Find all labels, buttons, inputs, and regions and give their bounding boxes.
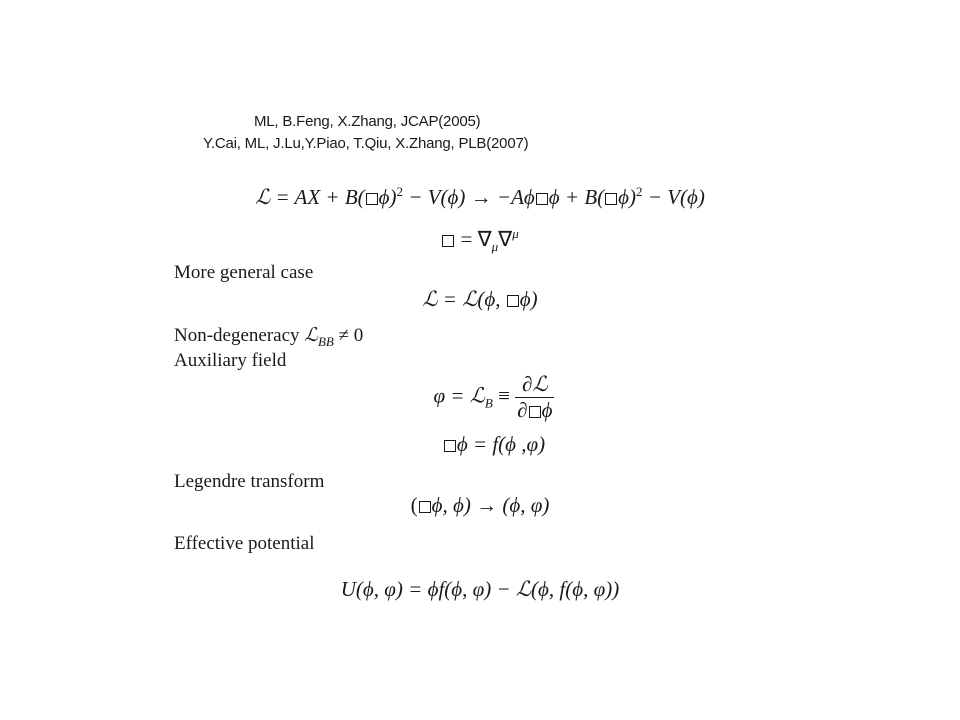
b-subscript: B bbox=[484, 395, 493, 411]
aux-equiv: ≡ bbox=[492, 383, 516, 408]
effective-potential-equation bbox=[0, 577, 960, 602]
legendre-transform-label: Legendre transform bbox=[174, 471, 325, 492]
box-definition-equation bbox=[0, 226, 960, 255]
denominator-phi: ϕ bbox=[541, 398, 553, 422]
lagrangian-part-5: ϕ) bbox=[618, 185, 637, 209]
fraction-denominator bbox=[515, 398, 554, 423]
box-operator-symbol bbox=[444, 440, 456, 452]
partial-derivative-fraction bbox=[515, 372, 554, 423]
non-degeneracy-line bbox=[174, 324, 363, 350]
bb-subscript: BB bbox=[317, 333, 334, 349]
box-operator-symbol bbox=[529, 406, 541, 418]
box-operator-symbol bbox=[419, 501, 431, 513]
lagrangian-equation bbox=[0, 184, 960, 210]
reference-1: ML, B.Feng, X.Zhang, JCAP(2005) bbox=[254, 113, 481, 130]
squared-superscript: 2 bbox=[636, 184, 643, 199]
potential-expression: U(ϕ, φ) = ϕf(ϕ, φ) − ℒ(ϕ, f(ϕ, φ)) bbox=[340, 577, 620, 601]
box-phi-equation bbox=[14, 432, 960, 457]
lagrangian-part-4: ϕ + B( bbox=[548, 185, 605, 209]
reference-2: Y.Cai, ML, J.Lu,Y.Piao, T.Qiu, X.Zhang, PLB(2007) bbox=[203, 135, 529, 152]
box-def-part-1: = ∇ bbox=[455, 227, 492, 251]
effective-potential-label: Effective potential bbox=[174, 533, 315, 554]
general-lagrangian-part-2: ϕ) bbox=[519, 287, 538, 311]
lagrangian-part-1: ℒ = AX + B( bbox=[255, 185, 365, 209]
auxiliary-field-equation bbox=[14, 372, 960, 423]
general-lagrangian-part-1: ℒ = ℒ(ϕ, bbox=[422, 287, 506, 311]
box-def-part-2: ∇ bbox=[498, 227, 513, 251]
box-operator-symbol bbox=[605, 193, 617, 205]
denominator-partial: ∂ bbox=[517, 398, 528, 422]
squared-superscript: 2 bbox=[396, 184, 404, 199]
non-degeneracy-label: Non-degeneracy bbox=[174, 325, 305, 346]
box-operator-symbol bbox=[366, 193, 378, 205]
lagrangian-part-6: − V(ϕ) bbox=[642, 185, 705, 209]
legendre-open-paren: ( bbox=[410, 493, 418, 517]
lagrangian-part-2: ϕ) bbox=[378, 185, 397, 209]
more-general-case-label: More general case bbox=[174, 262, 314, 283]
mu-superscript: μ bbox=[512, 226, 519, 241]
lagrangian-part-3: − V(ϕ) → −Aϕ bbox=[403, 185, 535, 209]
non-degeneracy-math: ℒ bbox=[304, 325, 318, 346]
auxiliary-field-label: Auxiliary field bbox=[174, 350, 287, 371]
box-operator-symbol bbox=[536, 193, 548, 205]
box-phi-rhs: ϕ = f(ϕ ,φ) bbox=[456, 432, 546, 456]
aux-lhs: φ = ℒ bbox=[433, 383, 485, 408]
box-operator-symbol bbox=[442, 235, 454, 247]
legendre-transform-equation bbox=[0, 493, 960, 518]
mu-subscript: μ bbox=[491, 239, 499, 255]
non-degeneracy-condition: ≠ 0 bbox=[333, 325, 364, 346]
box-operator-symbol bbox=[507, 295, 519, 307]
legendre-rest: ϕ, ϕ) → (ϕ, φ) bbox=[431, 493, 550, 517]
general-lagrangian-equation bbox=[0, 287, 960, 312]
fraction-numerator: ∂ℒ bbox=[515, 372, 554, 398]
